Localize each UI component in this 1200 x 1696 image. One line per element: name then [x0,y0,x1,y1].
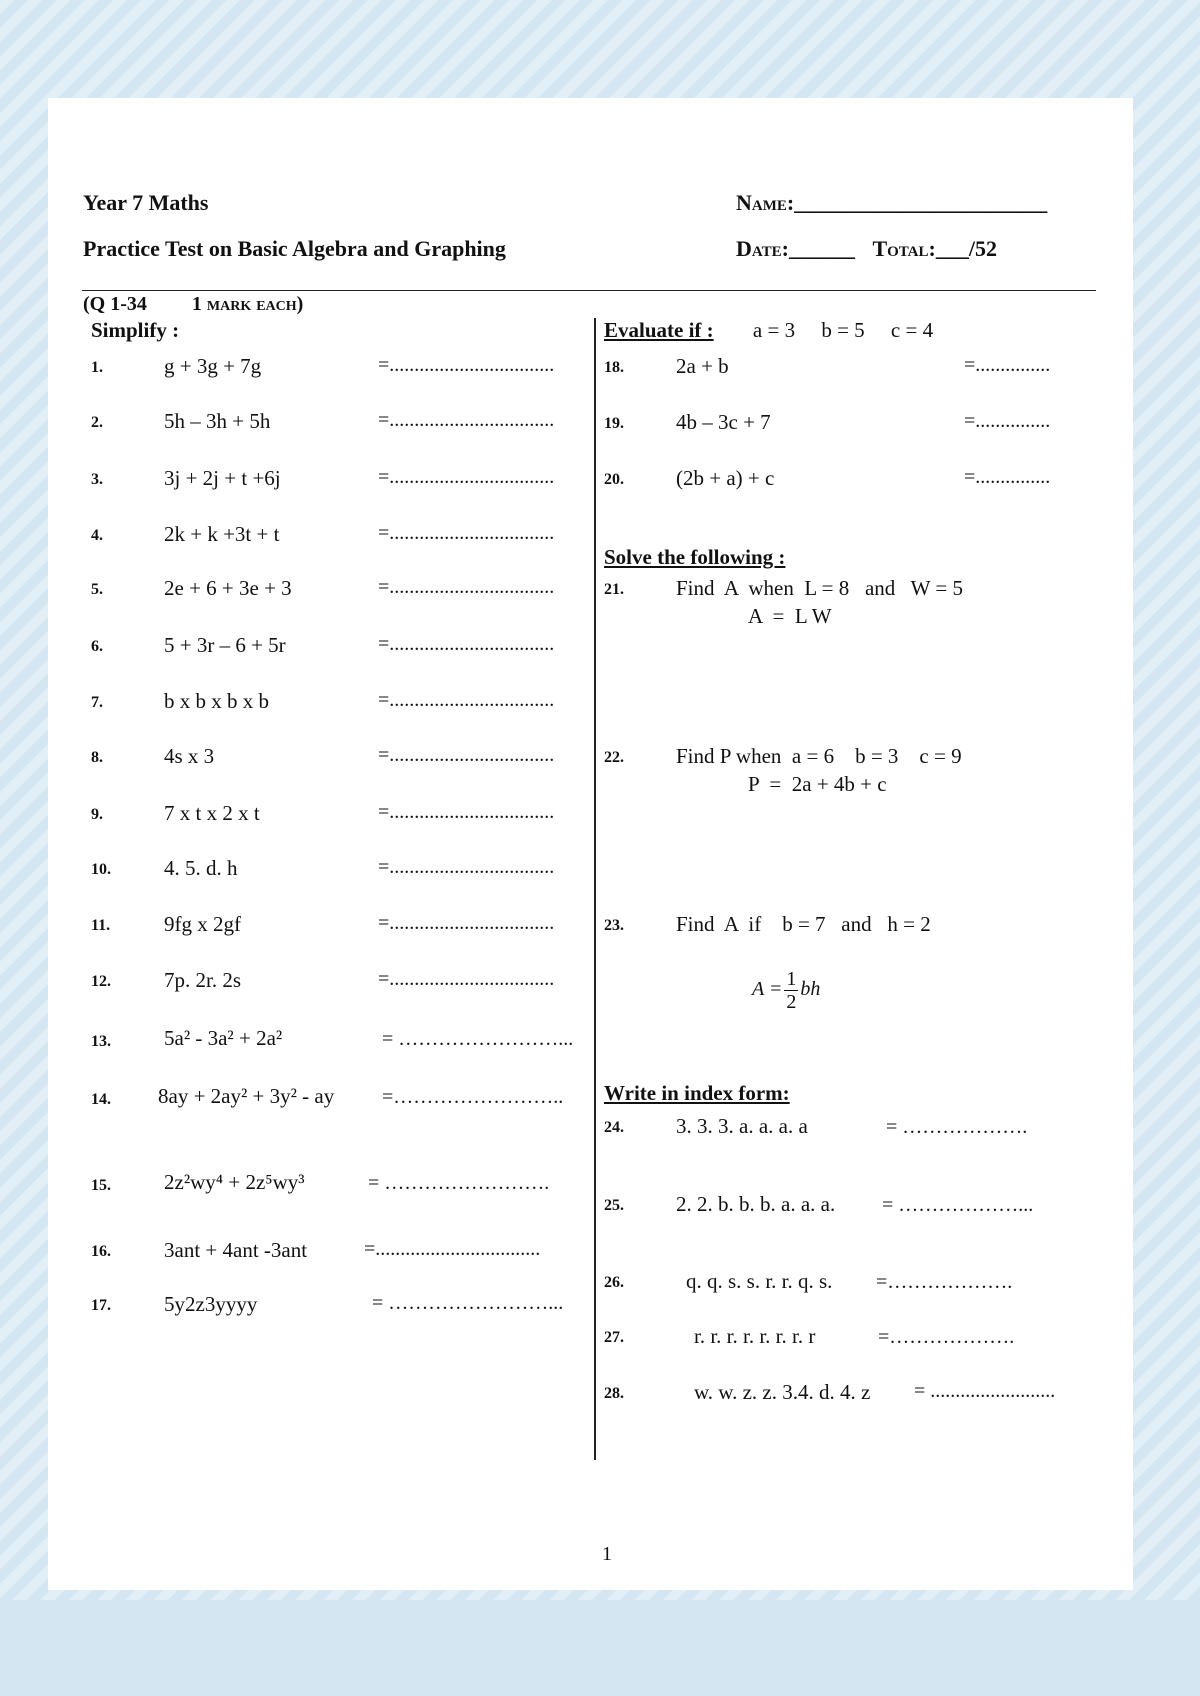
question-number: 2. [91,414,103,431]
question-prompt: Find A when L = 8 and W = 5 [676,576,963,600]
column-divider [594,318,596,1460]
question-expression: 7 x t x 2 x t [164,801,260,825]
answer-blank: =................................. [378,522,555,544]
question-expression: q. q. s. s. r. r. q. s. [686,1269,833,1293]
answer-blank: =................................. [378,744,555,766]
worksheet-title: Year 7 Maths [83,190,209,215]
answer-blank: =................................. [378,856,555,878]
answer-blank: =................................. [378,354,555,376]
header-divider [82,290,1096,291]
formula-lhs: A = [752,978,783,1001]
answer-blank: =................................. [364,1238,541,1260]
question-number: 4. [91,527,103,544]
question-number: 1. [91,359,103,376]
answer-blank: =................................. [378,466,555,488]
date-blank: ______ [788,236,855,261]
question-expression: w. w. z. z. 3.4. d. 4. z [694,1380,871,1404]
question-expression: 9fg x 2gf [164,912,241,936]
answer-blank: =................................. [378,801,555,823]
question-expression: 4. 5. d. h [164,856,238,880]
question-number: 18. [604,359,624,376]
question-expression: 5y2z3yyyy [164,1292,258,1316]
question-expression: 2. 2. b. b. b. a. a. a. [676,1192,836,1216]
question-number: 20. [604,471,624,488]
index-form-heading: Write in index form: [604,1081,790,1105]
evaluate-values: a = 3 b = 5 c = 4 [752,318,934,342]
question-number: 25. [604,1197,624,1214]
answer-blank: =................................. [378,912,555,934]
question-number: 22. [604,749,624,766]
answer-blank: =................................. [378,576,555,598]
question-expression: 5 + 3r – 6 + 5r [164,633,286,657]
marks-range: (Q 1-34 [83,293,147,315]
question-prompt: Find A if b = 7 and h = 2 [676,912,931,936]
answer-blank: =............... [964,466,1051,488]
half-fraction [784,968,798,1013]
question-expression: g + 3g + 7g [164,354,262,378]
fraction-denominator: 2 [786,991,797,1013]
question-number: 7. [91,694,103,711]
answer-blank: =………………. [876,1271,1013,1293]
answer-blank: = ………………... [882,1194,1034,1216]
answer-blank: = ......................... [914,1380,1056,1402]
solve-heading: Solve the following : [604,545,786,569]
answer-blank: =………………. [878,1326,1015,1348]
question-expression: 2e + 6 + 3e + 3 [164,576,292,600]
answer-blank: = ………………. [886,1116,1028,1138]
question-expression: 8ay + 2ay² + 3y² - ay [158,1084,335,1108]
question-number: 19. [604,415,624,432]
question-expression: 2k + k +3t + t [164,522,280,546]
worksheet-subtitle: Practice Test on Basic Algebra and Graphing [83,236,506,261]
question-number: 17. [91,1297,111,1314]
name-field [736,190,1047,216]
question-formula: A = L W [748,604,832,628]
question-number: 23. [604,917,624,934]
answer-blank: = ……………………... [372,1292,564,1314]
answer-blank: =…………………….. [382,1086,564,1108]
simplify-heading: Simplify : [91,318,180,342]
worksheet-page [48,98,1133,1590]
question-number: 26. [604,1274,624,1291]
question-formula: P = 2a + 4b + c [748,772,887,796]
question-number: 28. [604,1385,624,1402]
question-expression: 4b – 3c + 7 [676,410,771,434]
evaluate-heading [604,318,933,343]
area-formula [752,968,820,1013]
question-expression: 5h – 3h + 5h [164,409,271,433]
question-prompt: Find P when a = 6 b = 3 c = 9 [676,744,962,768]
question-number: 5. [91,581,103,598]
question-number: 11. [91,917,111,934]
background-strip [0,1600,1200,1696]
question-number: 16. [91,1243,111,1260]
question-expression: (2b + a) + c [676,466,775,490]
answer-blank: = ……………………. [368,1172,550,1194]
answer-blank: = ……………………... [382,1028,574,1050]
question-number: 15. [91,1177,111,1194]
total-blank: ___/52 [935,236,997,261]
question-number: 9. [91,806,103,823]
question-expression: 3j + 2j + t +6j [164,466,281,490]
answer-blank: =................................. [378,633,555,655]
date-total-field [736,236,997,262]
question-expression: r. r. r. r. r. r. r. r [694,1324,816,1348]
marks-each: 1 mark each) [191,293,304,315]
question-number: 3. [91,471,103,488]
question-number: 27. [604,1329,624,1346]
question-number: 14. [91,1091,111,1108]
question-number: 12. [91,973,111,990]
question-expression: 5a² - 3a² + 2a² [164,1026,283,1050]
question-number: 8. [91,749,103,766]
answer-blank: =............... [964,410,1051,432]
total-label: Total: [872,236,936,261]
answer-blank: =................................. [378,968,555,990]
answer-blank: =............... [964,354,1051,376]
page-number: 1 [602,1543,612,1565]
question-expression: 4s x 3 [164,744,215,768]
evaluate-label: Evaluate if : [604,318,714,342]
question-expression: b x b x b x b [164,689,269,713]
formula-rhs: bh [800,978,821,1001]
question-number: 6. [91,638,103,655]
question-expression: 3ant + 4ant -3ant [164,1238,308,1262]
question-expression: 2a + b [676,354,729,378]
answer-blank: =................................. [378,409,555,431]
fraction-numerator: 1 [786,968,797,990]
marks-note [83,293,303,316]
name-blank: _______________________ [794,190,1048,215]
question-number: 21. [604,581,624,598]
question-number: 13. [91,1033,111,1050]
question-expression: 2z²wy⁴ + 2z⁵wy³ [164,1170,305,1194]
question-number: 24. [604,1119,624,1136]
answer-blank: =................................. [378,689,555,711]
date-label: Date: [736,236,789,261]
question-expression: 3. 3. 3. a. a. a. a [676,1114,808,1138]
question-expression: 7p. 2r. 2s [164,968,242,992]
name-label: Name: [736,190,795,215]
question-number: 10. [91,861,111,878]
